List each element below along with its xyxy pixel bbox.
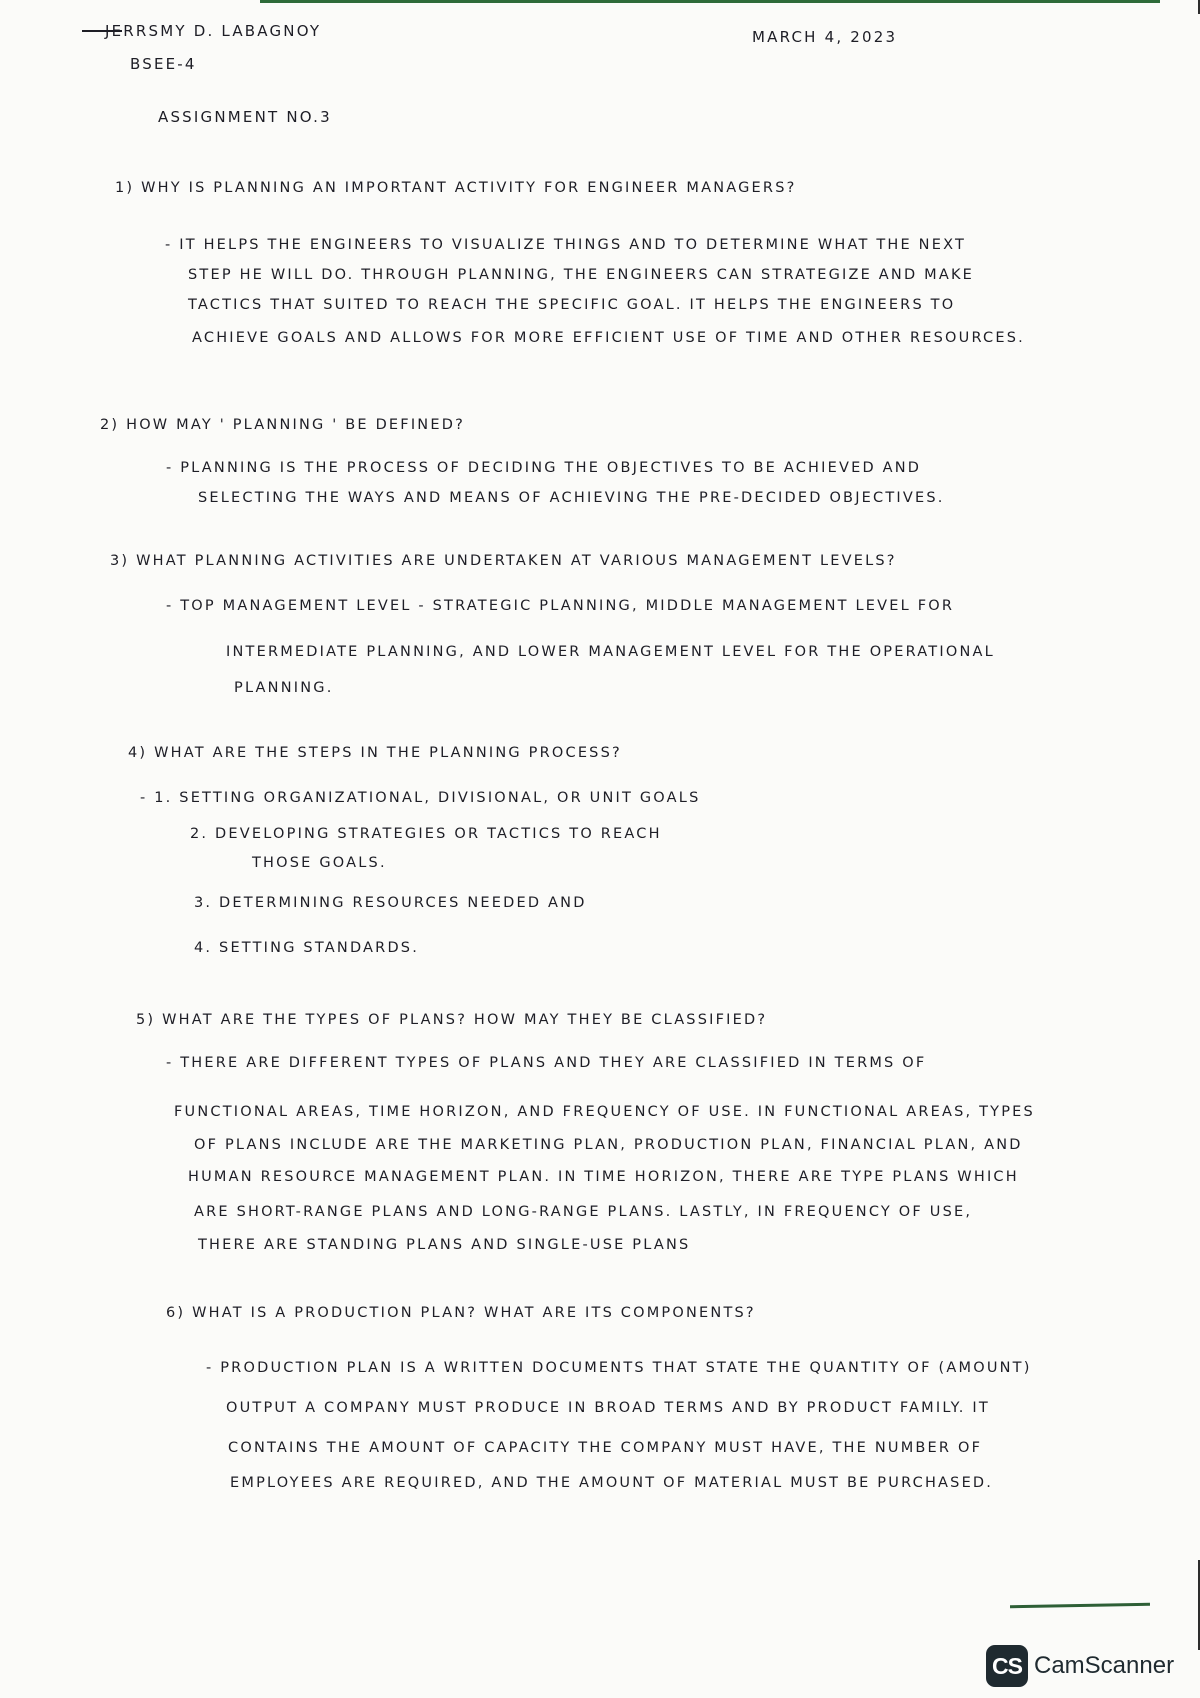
answer-line: OF PLANS INCLUDE ARE THE MARKETING PLAN, PRODUCTION PLAN, FINANCIAL PLAN, AND: [194, 1137, 1023, 1153]
answer-line: THERE ARE STANDING PLANS AND SINGLE-USE PLANS: [198, 1237, 691, 1253]
planning-step: 3. DETERMINING RESOURCES NEEDED AND: [194, 895, 587, 911]
answer-line: - IT HELPS THE ENGINEERS TO VISUALIZE THINGS AND TO DETERMINE WHAT THE NEXT: [165, 237, 967, 253]
answer-line: SELECTING THE WAYS AND MEANS OF ACHIEVING THE PRE-DECIDED OBJECTIVES.: [198, 490, 945, 506]
scan-edge-top: [260, 0, 1160, 3]
answer-line: PLANNING.: [234, 680, 334, 696]
assignment-title: ASSIGNMENT NO.3: [158, 108, 332, 126]
camscanner-brand-text: CamScanner: [1034, 1652, 1175, 1679]
answer-line: OUTPUT A COMPANY MUST PRODUCE IN BROAD TERMS AND BY PRODUCT FAMILY. IT: [226, 1400, 990, 1416]
assignment-date: MARCH 4, 2023: [752, 28, 898, 46]
camscanner-logo-icon: CS: [986, 1645, 1028, 1687]
student-name: JERRSMY D. LABAGNOY: [105, 22, 322, 40]
answer-line: STEP HE WILL DO. THROUGH PLANNING, THE ENGINEERS CAN STRATEGIZE AND MAKE: [188, 267, 975, 283]
answer-line: ARE SHORT-RANGE PLANS AND LONG-RANGE PLANS. LASTLY, IN FREQUENCY OF USE,: [194, 1204, 973, 1220]
answer-line: HUMAN RESOURCE MANAGEMENT PLAN. IN TIME HORIZON, THERE ARE TYPE PLANS WHICH: [188, 1169, 1019, 1185]
planning-step: 2. DEVELOPING STRATEGIES OR TACTICS TO REACH: [190, 826, 662, 842]
course-code: BSEE-4: [130, 55, 197, 73]
planning-step: - 1. SETTING ORGANIZATIONAL, DIVISIONAL, OR UNIT GOALS: [140, 790, 701, 806]
answer-line: - THERE ARE DIFFERENT TYPES OF PLANS AND THEY ARE CLASSIFIED IN TERMS OF: [166, 1055, 927, 1071]
scan-edge-bottom: [1010, 1603, 1150, 1608]
question-1: 1) WHY IS PLANNING AN IMPORTANT ACTIVITY FOR ENGINEER MANAGERS?: [115, 180, 797, 196]
question-3: 3) WHAT PLANNING ACTIVITIES ARE UNDERTAKEN AT VARIOUS MANAGEMENT LEVELS?: [110, 553, 897, 569]
answer-line: FUNCTIONAL AREAS, TIME HORIZON, AND FREQUENCY OF USE. IN FUNCTIONAL AREAS, TYPES: [174, 1104, 1035, 1120]
planning-step-continuation: THOSE GOALS.: [252, 855, 387, 871]
answer-line: - PLANNING IS THE PROCESS OF DECIDING THE OBJECTIVES TO BE ACHIEVED AND: [166, 460, 922, 476]
question-2: 2) HOW MAY ' PLANNING ' BE DEFINED?: [100, 417, 465, 433]
answer-line: INTERMEDIATE PLANNING, AND LOWER MANAGEMENT LEVEL FOR THE OPERATIONAL: [226, 644, 995, 660]
question-6: 6) WHAT IS A PRODUCTION PLAN? WHAT ARE ITS COMPONENTS?: [166, 1305, 756, 1321]
answer-line: CONTAINS THE AMOUNT OF CAPACITY THE COMPANY MUST HAVE, THE NUMBER OF: [228, 1440, 983, 1456]
answer-line: TACTICS THAT SUITED TO REACH THE SPECIFIC GOAL. IT HELPS THE ENGINEERS TO: [188, 297, 956, 313]
answer-line: - TOP MANAGEMENT LEVEL - STRATEGIC PLANNING, MIDDLE MANAGEMENT LEVEL FOR: [166, 598, 955, 614]
planning-step: 4. SETTING STANDARDS.: [194, 940, 420, 956]
answer-line: - PRODUCTION PLAN IS A WRITTEN DOCUMENTS THAT STATE THE QUANTITY OF (AMOUNT): [206, 1360, 1032, 1376]
question-4: 4) WHAT ARE THE STEPS IN THE PLANNING PROCESS?: [128, 745, 622, 761]
question-5: 5) WHAT ARE THE TYPES OF PLANS? HOW MAY THEY BE CLASSIFIED?: [136, 1012, 768, 1028]
answer-line: ACHIEVE GOALS AND ALLOWS FOR MORE EFFICIENT USE OF TIME AND OTHER RESOURCES.: [192, 330, 1025, 346]
answer-line: EMPLOYEES ARE REQUIRED, AND THE AMOUNT OF MATERIAL MUST BE PURCHASED.: [230, 1475, 994, 1491]
